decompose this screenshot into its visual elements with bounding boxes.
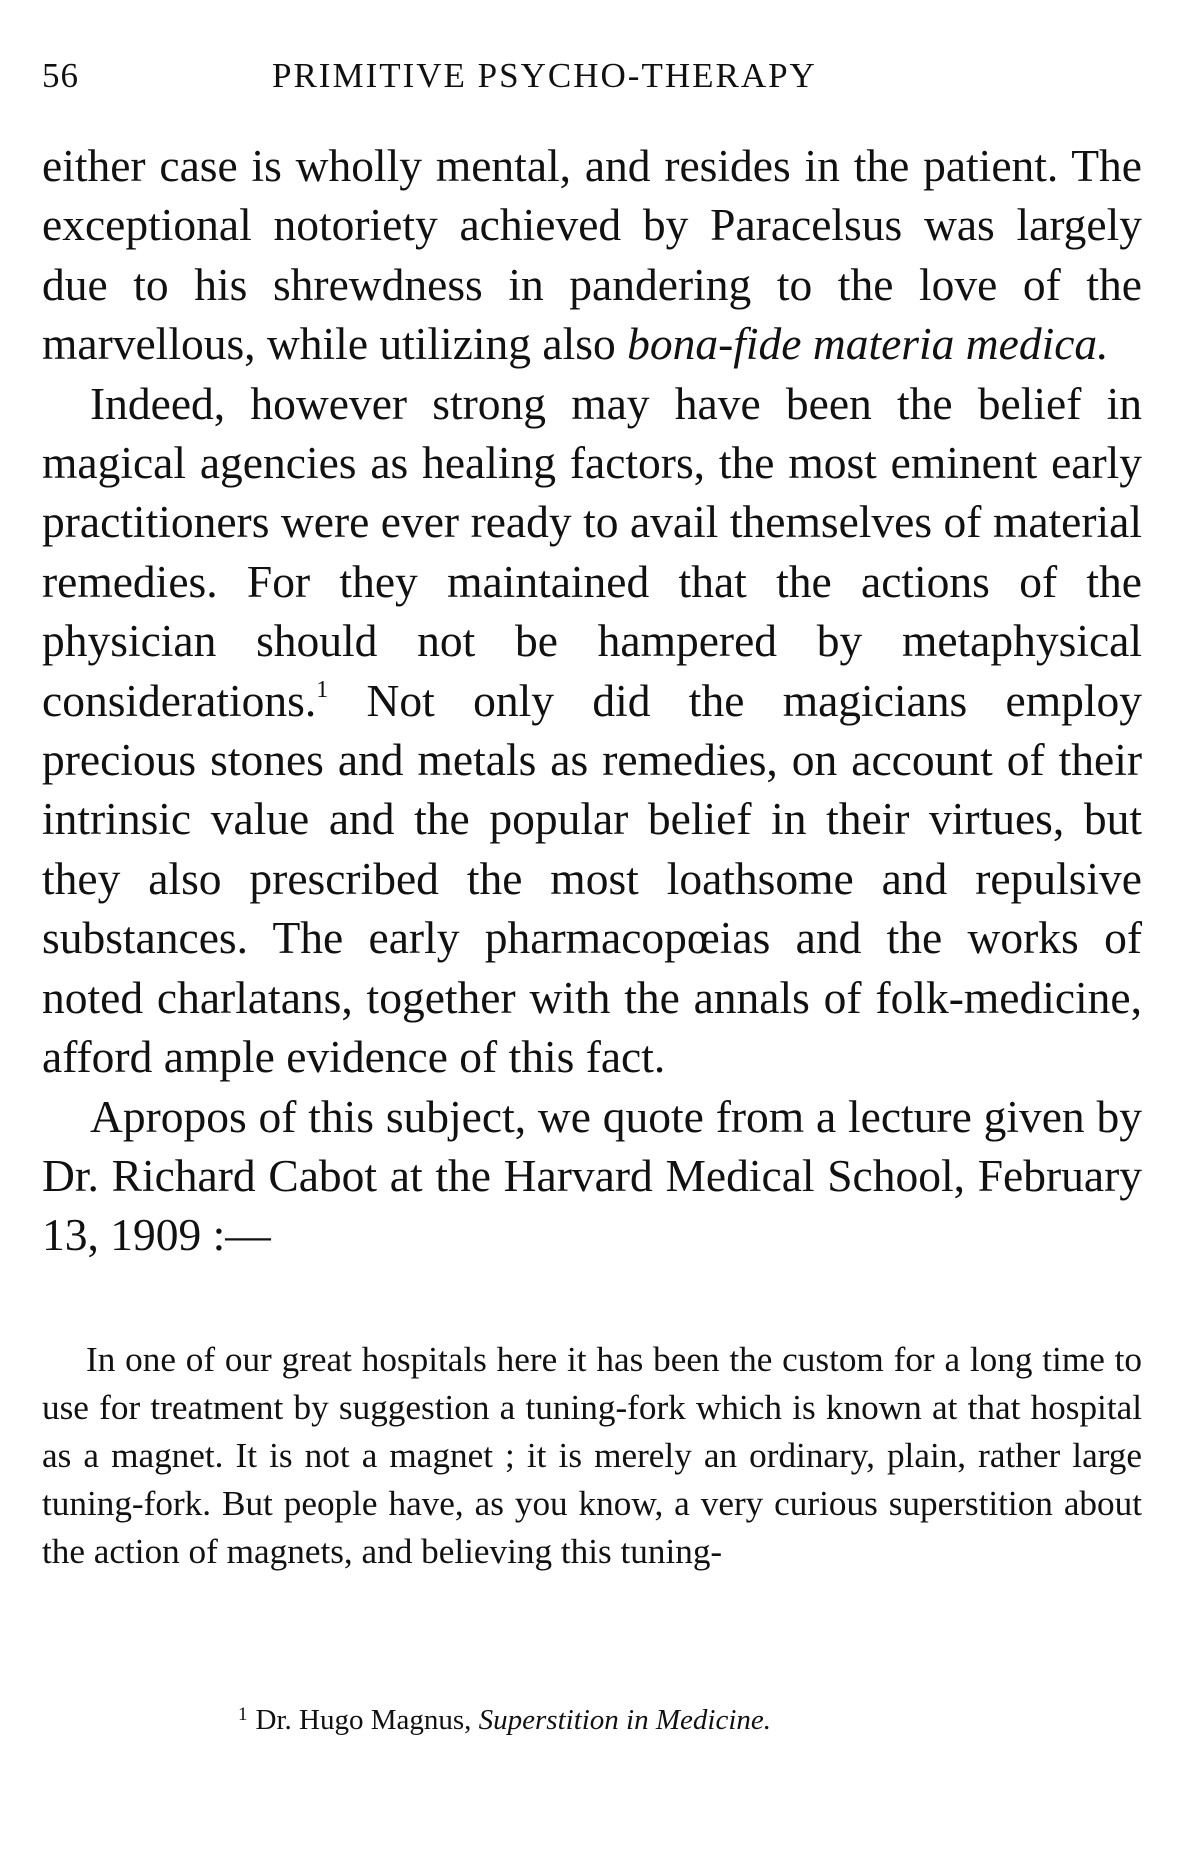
footnote-reference: 1 (316, 676, 329, 703)
footnote (238, 1695, 771, 1740)
paragraph-1-italic: bona-fide materia medica. (627, 318, 1109, 370)
paragraph-2-text-b: Not only did the magicians employ precious stones and metals as remedies, on account of their intrinsic value and the popular belief in their virtues, but they also prescribed the most loathsome and repulsive substances. The early pharmacopœias and the works of noted charlatans, together with the annals of folk-medicine, afford ample evidence of this fact. (42, 674, 1142, 1083)
footnote-marker: 1 (238, 1704, 248, 1725)
paragraph-3: Apropos of this subject, we quote from a lecture given by Dr. Richard Cabot at the Harvard Medical School, February 13, 1909 :— (42, 1090, 1142, 1261)
paragraph-2 (42, 374, 1142, 1087)
page-number: 56 (42, 56, 79, 95)
paragraph-2-text-a: Indeed, however strong may have been the belief in magical agencies as healing factors, the most eminent early practitioners were ever ready to avail themselves of material remedies. For they maintained that the actions of the physician should not be hampered by metaphysical considerations. (42, 377, 1142, 726)
quote-text: In one of our great hospitals here it has been the custom for a long time to use for treatment by suggestion a tuning-fork which is known at that hospital as a magnet. It is not a magnet ; it is merely an ordinary, plain, rather large tuning-fork. But people have, as you know, a very curious superstition about the action of magnets, and believing this tuning- (42, 1340, 1142, 1571)
block-quote (42, 1336, 1142, 1576)
page-header (42, 56, 1142, 106)
paragraph-continuation (42, 136, 1142, 374)
footnote-author: Dr. Hugo Magnus, (255, 1704, 479, 1736)
main-text (42, 136, 1142, 1265)
running-head: PRIMITIVE PSYCHO-THERAPY (272, 56, 817, 95)
footnote-title: Superstition in Medicine. (478, 1704, 772, 1736)
paragraph-1-text: either case is wholly mental, and resides in the patient. The exceptional notoriety achieved by Paracelsus was largely due to his shrewdness in pandering to the love of the marvellous, while utilizing also (42, 140, 1142, 370)
